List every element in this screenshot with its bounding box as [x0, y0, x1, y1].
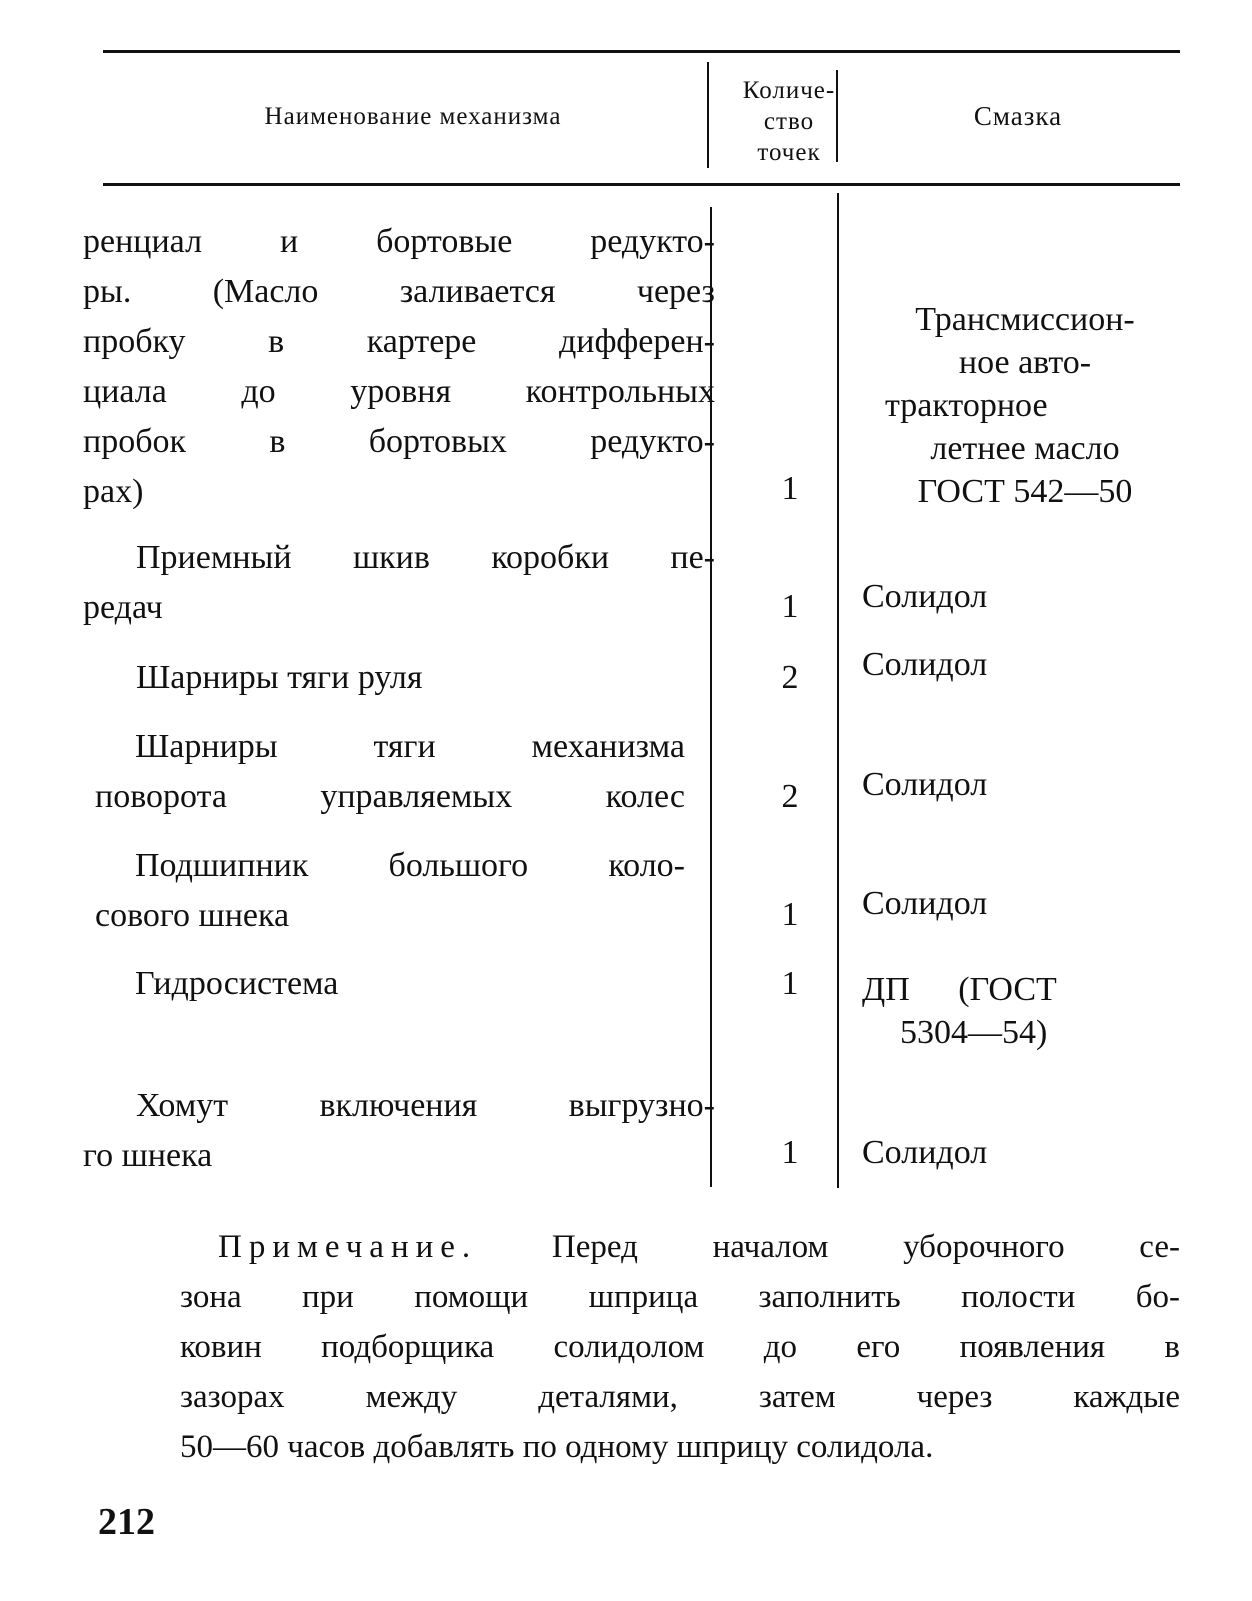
row-mechanism-name: [95, 841, 685, 941]
row-mechanism-name: [95, 959, 685, 1009]
text-line: циала до уровня контрольных: [83, 373, 715, 410]
column-header-count: [725, 75, 853, 168]
table-top-rule: [103, 50, 1180, 53]
row-lubricant: [862, 575, 1162, 618]
row-point-count: 1: [781, 896, 799, 933]
text-line: го шнека: [83, 1137, 213, 1174]
text-line: зона при помощи шприца заполнить полости бо-: [180, 1279, 1180, 1315]
text-line: [180, 1222, 1180, 1272]
text-line: ковин подборщика солидолом до его появления в: [180, 1329, 1180, 1365]
text-line: Солидол: [862, 1134, 988, 1171]
note-label: Примечание.: [218, 1229, 478, 1265]
text-line: сового шнека: [95, 897, 290, 934]
row-mechanism-name: [95, 722, 685, 822]
text-line: Солидол: [862, 885, 988, 922]
text-line: 50—60 часов добавлять по одному шприцу солидола.: [180, 1429, 934, 1465]
row-lubricant: [862, 968, 1122, 1054]
row-mechanism-name: [83, 533, 715, 633]
text-line: летнее масло: [930, 430, 1120, 467]
text-line: Трансмиссион-: [915, 301, 1135, 338]
column-header-lubricant: Смазка: [973, 101, 1063, 131]
table-header-rule: [103, 183, 1180, 186]
text-line: Солидол: [862, 646, 988, 683]
row-lubricant: [862, 882, 1162, 925]
text-line: ры. (Масло заливается через: [83, 273, 715, 310]
text-line: Гидросистема: [135, 965, 339, 1002]
row-mechanism-name: [83, 1081, 715, 1181]
text-line: Хомут включения выгрузно-: [136, 1087, 715, 1124]
row-mechanism-name: [83, 217, 715, 517]
row-point-count: 2: [781, 778, 799, 815]
text-line: редач: [83, 589, 163, 626]
column-header-count-line: Количе-: [742, 77, 836, 104]
text-line: пробок в бортовых редукто-: [83, 423, 715, 460]
row-point-count: 2: [781, 659, 799, 696]
text-line: Приемный шкив коробки пе-: [136, 539, 715, 576]
note-text: Перед началом уборочного се-: [551, 1229, 1180, 1265]
row-point-count: 1: [781, 588, 799, 625]
text-line: Шарниры тяги руля: [136, 659, 423, 696]
text-line: 5304—54): [900, 1014, 1048, 1051]
text-line: Солидол: [862, 578, 988, 615]
footnote: [180, 1222, 1180, 1472]
row-point-count: 1: [781, 965, 799, 1002]
column-header-count-line: ство: [763, 108, 815, 135]
row-lubricant: [862, 1131, 1162, 1174]
text-line: Шарниры тяги механизма: [135, 728, 685, 765]
text-line: зазорах между деталями, затем через каждые: [180, 1379, 1180, 1415]
text-line: ГОСТ 542—50: [917, 473, 1133, 510]
row-lubricant: [862, 643, 1162, 686]
row-point-count: 1: [781, 1134, 799, 1171]
text-line: тракторное: [885, 387, 1048, 424]
text-line: Подшипник большого коло-: [135, 847, 685, 884]
column-header-count-line: точек: [757, 139, 821, 166]
text-line: рах): [83, 473, 144, 510]
text-line: ренциал и бортовые редукто-: [83, 223, 715, 260]
row-lubricant: [880, 298, 1170, 513]
text-line: ное авто-: [958, 344, 1092, 381]
text-line: Солидол: [862, 766, 988, 803]
row-mechanism-name: [83, 653, 715, 703]
text-line: ДП (ГОСТ: [862, 971, 1057, 1008]
text-line: поворота управляемых колес: [95, 778, 685, 815]
text-line: пробку в картере дифферен-: [83, 323, 715, 360]
column-header-name: Наименование механизма: [264, 103, 562, 130]
row-point-count: 1: [781, 470, 799, 507]
row-lubricant: [862, 763, 1162, 806]
page-number: 212: [98, 1501, 155, 1543]
